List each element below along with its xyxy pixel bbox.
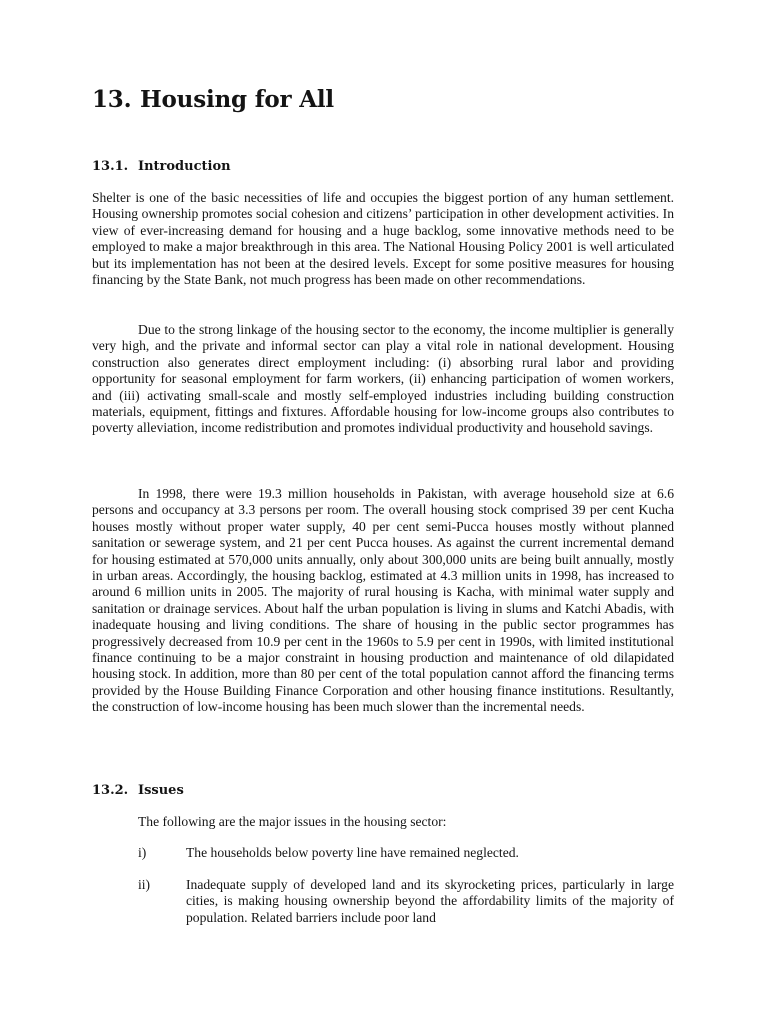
paragraph: Due to the strong linkage of the housing sector to the economy, the income multiplier is generally very high, and the private and informal sector can play a vital role in national development. Housing construction also generates direct employment including: (i) absorbing rural labor and providing opportunity for seasonal employment for farm workers, (ii) enhancing participation of women workers, and (iii) activating small-scale and mostly self-employed industries including building construction materials, equipment, fittings and fixtures. Affordable housing for low-income groups also contributes to poverty alleviation, income redistribution and promotes individual productivity and household savings. [92, 322, 674, 436]
chapter-title [92, 86, 334, 113]
list-item-text: The households below poverty line have remained neglected. [186, 845, 519, 860]
paragraph: Shelter is one of the basic necessities of life and occupies the biggest portion of any human settlement. Housing ownership promotes social cohesion and citizens’ participation in other development activities. In view of ever-increasing demand for housing and a huge backlog, some innovative methods need to be employed to make a major breakthrough in this area. The National Housing Policy 2001 is well articulated but its implementation has not been at the desired levels. Except for some positive measures for housing financing by the State Bank, not much progress has been made on other recommendations. [92, 190, 674, 288]
issues-intro: The following are the major issues in the housing sector: [138, 814, 447, 829]
chapter-number: 13. [92, 86, 132, 113]
list-item [138, 877, 674, 926]
list-item-text: Inadequate supply of developed land and its skyrocketing prices, particularly in large cities, is making housing ownership beyond the affordability limits of the majority of population. Related barriers include poor land [186, 877, 674, 925]
chapter-title-text: Housing for All [140, 86, 334, 113]
section-heading-introduction [92, 159, 231, 174]
section-title: Issues [138, 783, 184, 798]
section-number: 13.2. [92, 783, 129, 798]
section-title: Introduction [138, 159, 231, 174]
section-heading-issues [92, 783, 184, 798]
list-item-marker: ii) [138, 877, 151, 892]
section-number: 13.1. [92, 159, 129, 174]
list-item [138, 845, 674, 861]
list-item-marker: i) [138, 845, 147, 860]
paragraph: In 1998, there were 19.3 million households in Pakistan, with average household size at 6.6 persons and occupancy at 3.3 persons per room. The overall housing stock comprised 39 per cent Kucha houses mostly without proper water supply, 40 per cent semi-Pucca houses mostly without planned sanitation or sewerage system, and 21 per cent Pucca houses. As against the current incremental demand for housing estimated at 570,000 units annually, only about 300,000 units are being built annually, mostly in urban areas. Accordingly, the housing backlog, estimated at 4.3 million units in 1998, has increased to around 6 million units in 2005. The majority of rural housing is Kacha, with minimal water supply and sanitation or drainage services. About half the urban population is living in slums and Katchi Abadis, with inadequate housing and living conditions. The share of housing in the public sector programmes has progressively decreased from 10.9 per cent in the 1960s to 5.9 per cent in 1990s, with limited institutional finance continuing to be a major constraint in housing production and maintenance of old dilapidated housing stock. In addition, more than 80 per cent of the total population cannot afford the financing terms provided by the House Building Finance Corporation and other housing finance institutions. Resultantly, the construction of low-income housing has been much slower than the incremental needs. [92, 486, 674, 715]
